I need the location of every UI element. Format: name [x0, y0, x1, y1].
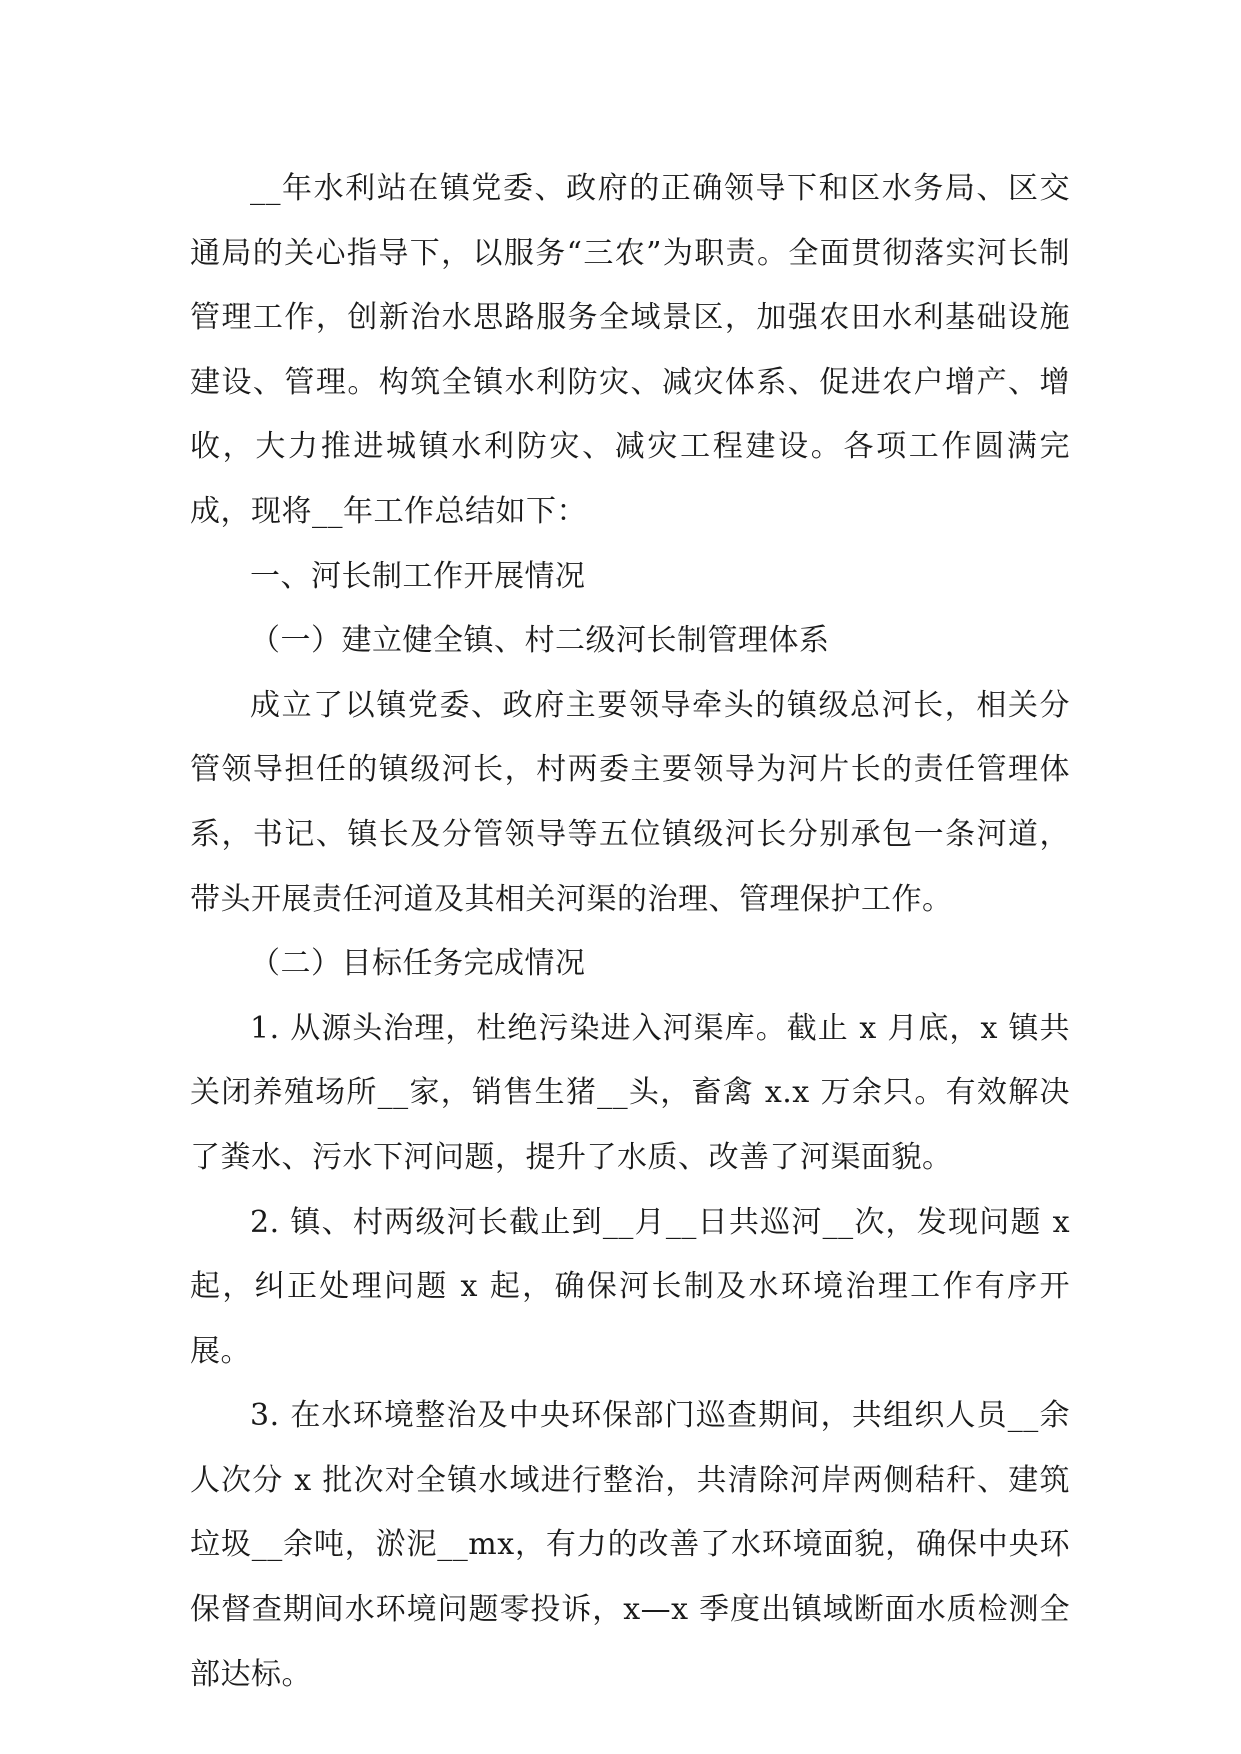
task-item-1: 1. 从源头治理，杜绝污染进入河渠库。截止 x 月底，x 镇共关闭养殖场所__家，销售生猪__头，畜禽 x.x 万余只。有效解决了粪水、污水下河问题，提升了水质、改善了河渠面貌。	[190, 1010, 1070, 1175]
subsection-heading-task-completion: （二）目标任务完成情况	[250, 946, 586, 982]
subsection-heading-management-system: （一）建立健全镇、村二级河长制管理体系	[250, 623, 830, 659]
document-body	[190, 157, 1070, 1707]
intro-paragraph: __年水利站在镇党委、政府的正确领导下和区水务局、区交通局的关心指导下，以服务“三农”为职责。全面贯彻落实河长制管理工作，创新治水思路服务全域景区，加强农田水利基础设施建设、管理。构筑全镇水利防灾、减灾体系、促进农户增产、增收，大力推进城镇水利防灾、减灾工程建设。各项工作圆满完成，现将__年工作总结如下：	[190, 171, 1070, 529]
section-heading-river-chief: 一、河长制工作开展情况	[250, 558, 586, 594]
task-item-2: 2. 镇、村两级河长截止到__月__日共巡河__次，发现问题 x 起，纠正处理问题 x 起，确保河长制及水环境治理工作有序开展。	[190, 1204, 1070, 1369]
management-system-paragraph: 成立了以镇党委、政府主要领导牵头的镇级总河长，相关分管领导担任的镇级河长，村两委主要领导为河片长的责任管理体系，书记、镇长及分管领导等五位镇级河长分别承包一条河道，带头开展责任河道及其相关河渠的治理、管理保护工作。	[190, 687, 1070, 917]
task-item-3: 3. 在水环境整治及中央环保部门巡查期间，共组织人员__余人次分 x 批次对全镇水域进行整治，共清除河岸两侧秸秆、建筑垃圾__余吨，淤泥__mx，有力的改善了水环境面貌，确保中央环保督查期间水环境问题零投诉，x—x 季度出镇域断面水质检测全部达标。	[190, 1398, 1070, 1692]
